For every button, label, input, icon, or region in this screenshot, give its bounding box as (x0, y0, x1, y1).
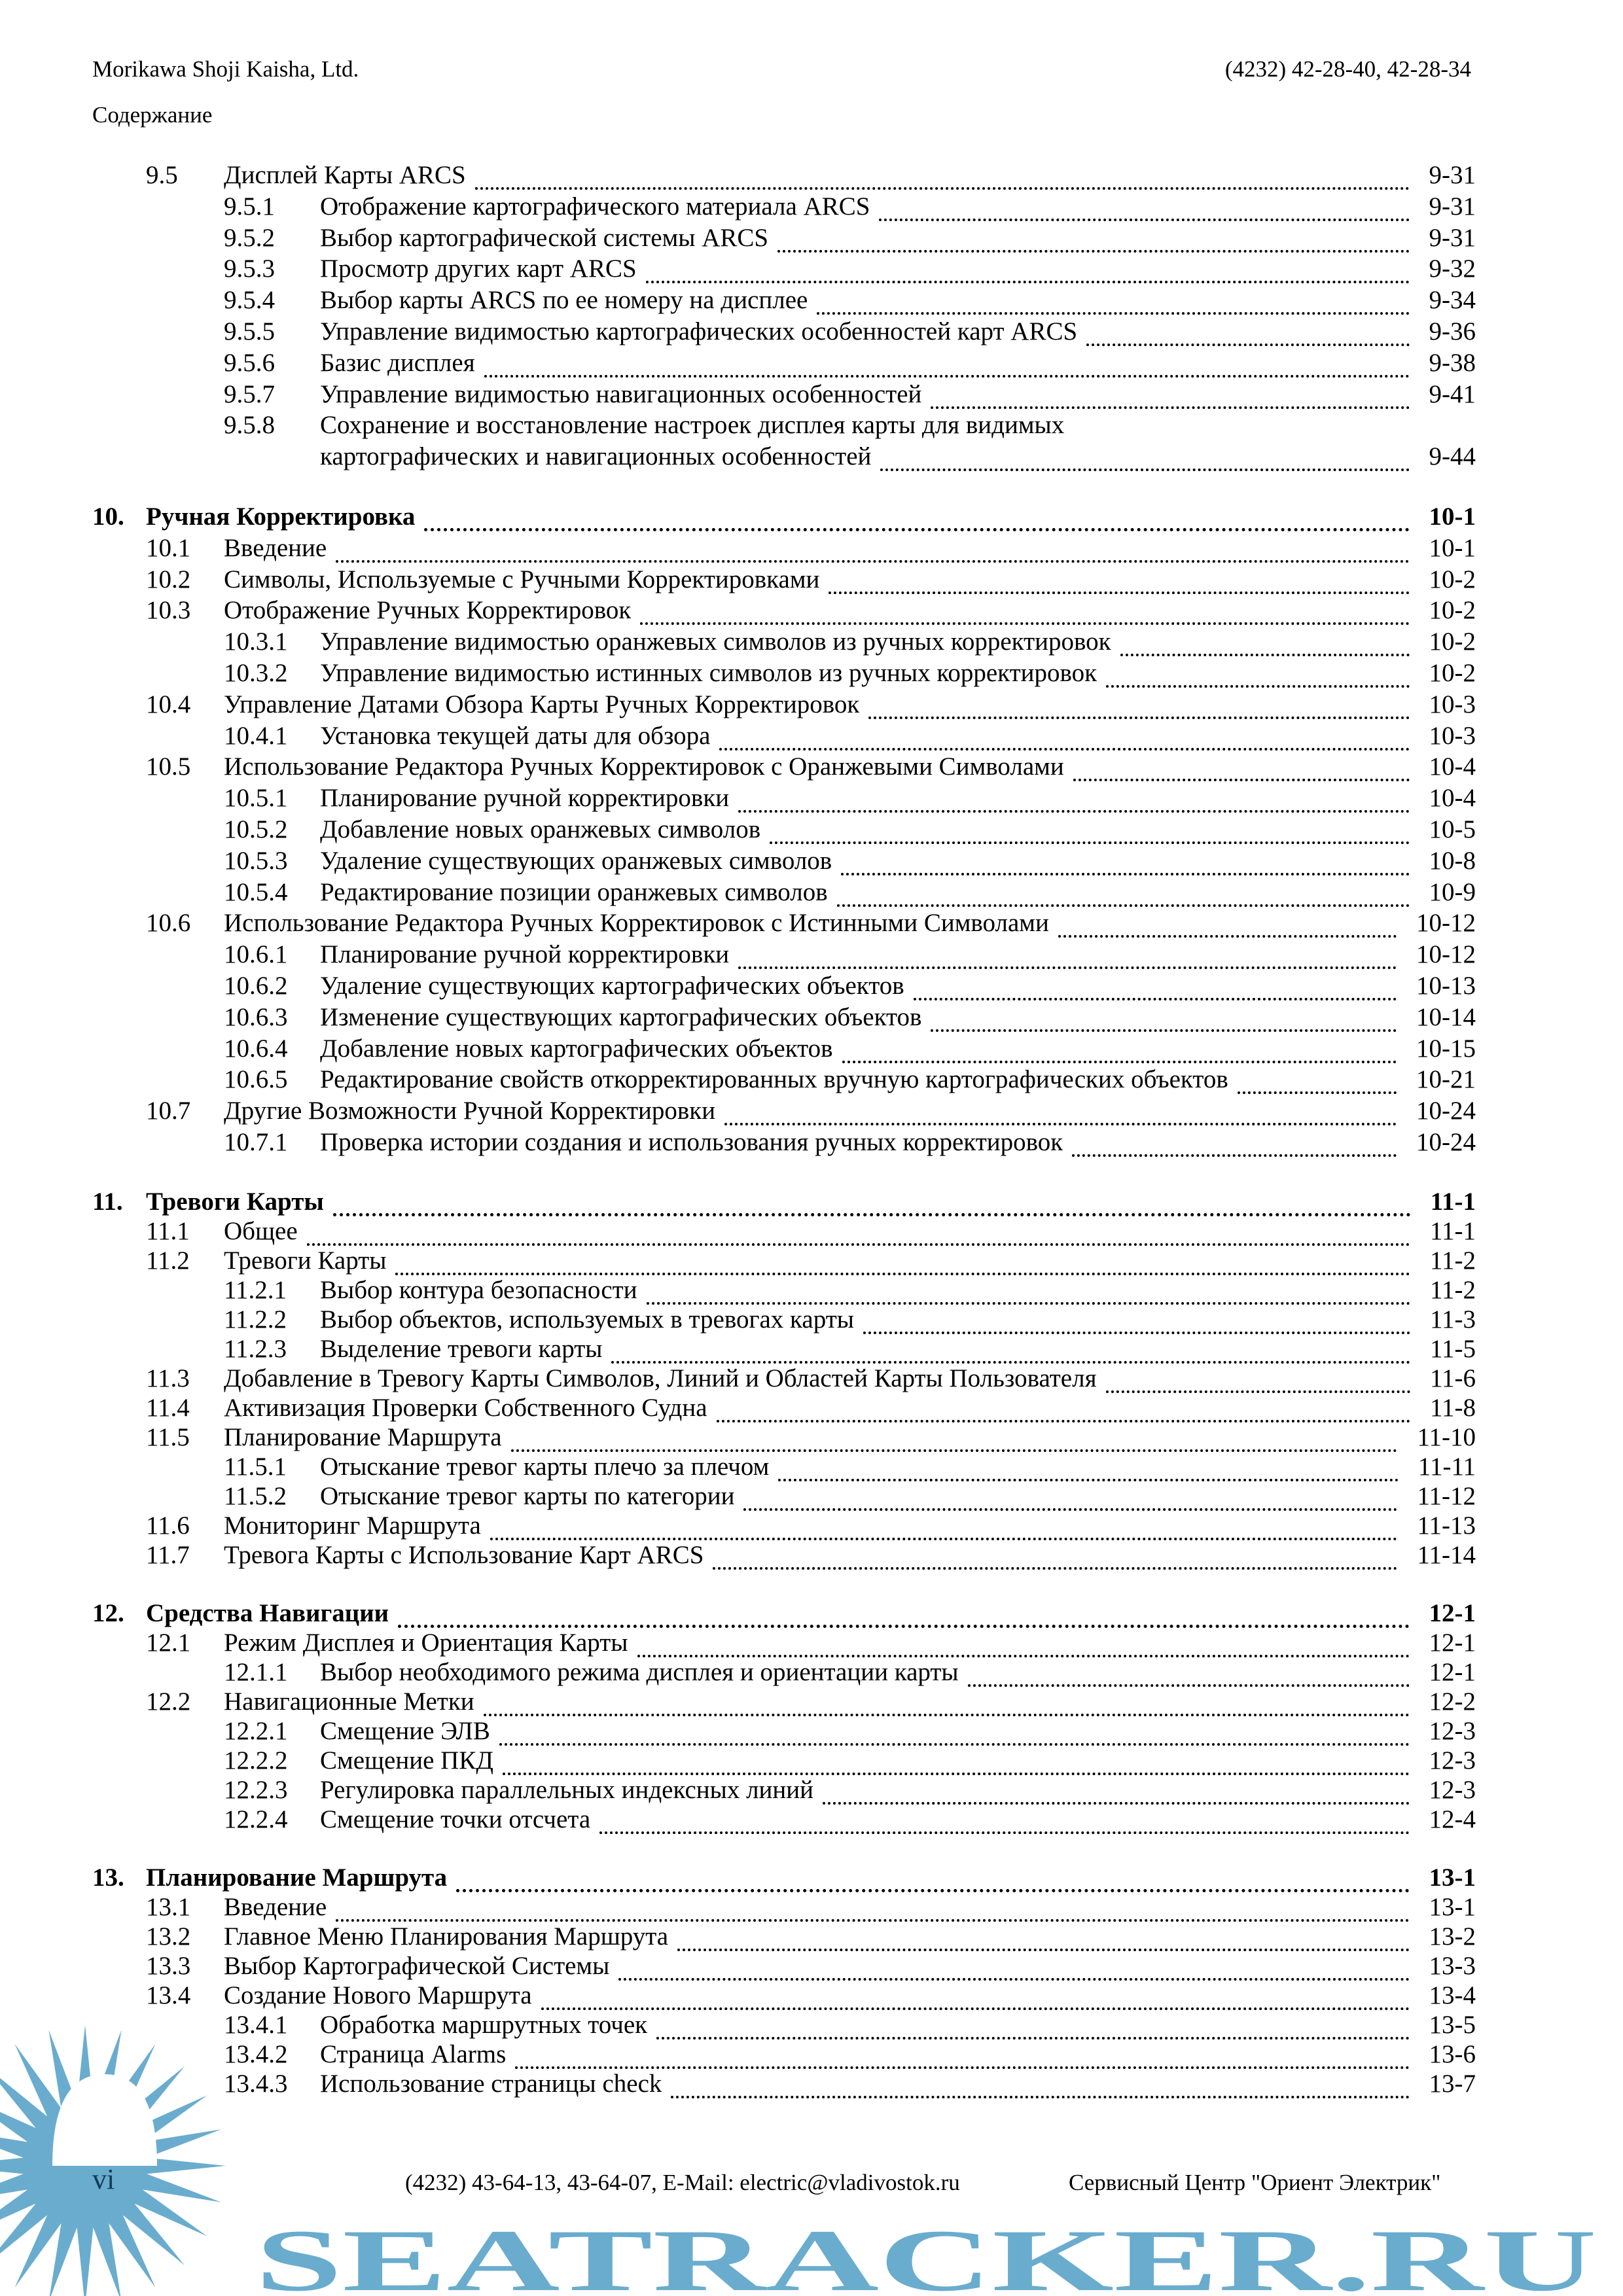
toc-page: 13-5 (1429, 2010, 1476, 2039)
toc-title: Обработка маршрутных точек (320, 2010, 648, 2039)
toc-page: 10-9 (1429, 877, 1476, 906)
toc-number: 10.2 (146, 565, 191, 593)
toc-title: Проверка истории создания и использования ручных корректировок (320, 1127, 1063, 1156)
toc-title: Планирование ручной корректировки (320, 784, 730, 813)
toc-number: 13.4 (146, 1981, 191, 2009)
toc-title: Выбор Картографической Системы (224, 1951, 610, 1980)
toc-title: Управление видимостью навигационных особенностей (320, 380, 922, 408)
toc-page: 12-3 (1429, 1775, 1476, 1804)
toc-number: 10.6.4 (224, 1034, 288, 1063)
toc-title: Страница Alarms (320, 2040, 507, 2068)
toc-title: Навигационные Метки (224, 1687, 474, 1716)
toc-title: Отображение Ручных Корректировок (224, 596, 632, 625)
toc-number: 11.5.1 (224, 1452, 287, 1481)
dot-leader (829, 592, 1409, 594)
dot-leader (1058, 935, 1397, 938)
toc-title: Удаление существующих картографических объектов (320, 971, 904, 1000)
toc-title: Редактирование свойств откорректированных вручную картографических объектов (320, 1065, 1228, 1094)
dot-leader (511, 1449, 1398, 1452)
toc-entry[interactable] (92, 1275, 1476, 1305)
toc-page: 11-2 (1429, 1246, 1476, 1275)
toc-title: Выбор контура безопасности (320, 1275, 637, 1304)
header-company: Morikawa Shoji Kaisha, Ltd. (92, 56, 359, 82)
toc-title: Базис дисплея (320, 348, 475, 377)
toc-number: 11.1 (146, 1216, 190, 1245)
dot-leader (336, 1919, 1409, 1922)
toc-page: 12-4 (1429, 1805, 1476, 1833)
toc-title: Сохранение и восстановление настроек дисплея карты для видимых (320, 411, 1065, 440)
toc-title: Выделение тревоги карты (320, 1334, 603, 1363)
dot-leader (1238, 1091, 1397, 1094)
toc-page: 9-41 (1429, 380, 1476, 408)
toc-chapter[interactable] (92, 1863, 1476, 1892)
toc-entry[interactable] (92, 1452, 1476, 1481)
toc-page: 11-12 (1417, 1481, 1476, 1510)
toc-page: 10-12 (1416, 940, 1476, 969)
toc-entry[interactable] (92, 1334, 1476, 1364)
toc-page: 10-14 (1416, 1002, 1476, 1031)
toc-page: 11-5 (1429, 1334, 1476, 1363)
toc-entry[interactable] (92, 1364, 1476, 1393)
toc-title: Введение (224, 533, 327, 562)
toc-entry[interactable] (92, 1775, 1476, 1805)
dot-leader (863, 1332, 1410, 1334)
dot-leader (333, 1213, 1411, 1216)
toc-number: 11.2.3 (224, 1334, 287, 1363)
toc-page: 10-1 (1429, 502, 1476, 531)
toc-entry[interactable] (92, 1746, 1476, 1775)
toc-number: 11.6 (146, 1511, 190, 1540)
toc-page: 9-31 (1429, 223, 1476, 252)
toc-title: Установка текущей даты для обзора (320, 721, 711, 750)
dot-leader (770, 841, 1409, 844)
toc-entry[interactable] (92, 720, 1476, 752)
dot-leader (1086, 344, 1409, 346)
toc-entry[interactable] (92, 689, 1476, 720)
dot-leader (931, 406, 1409, 409)
toc-page: 10-2 (1429, 627, 1476, 656)
dot-leader (738, 810, 1409, 813)
toc-title: Планирование Маршрута (146, 1863, 448, 1892)
toc-number: 12.2.3 (224, 1775, 288, 1804)
dot-leader (778, 1479, 1399, 1481)
toc-page: 13-1 (1429, 1892, 1476, 1921)
toc-number: 9.5.5 (224, 317, 275, 345)
toc-page: 11-6 (1429, 1364, 1476, 1392)
toc-title: Просмотр других карт ARCS (320, 255, 637, 283)
toc-number: 13.3 (146, 1951, 191, 1980)
toc-page: 10-24 (1416, 1097, 1476, 1125)
footer-service-center: Сервисный Центр "Ориент Электрик" (1069, 2170, 1441, 2195)
dot-leader (738, 966, 1397, 969)
toc-title: Удаление существующих оранжевых символов (320, 846, 832, 875)
dot-leader (1106, 1390, 1410, 1393)
toc-title: Отыскание тревог карты по категории (320, 1481, 735, 1510)
toc-page: 11-11 (1418, 1452, 1476, 1481)
toc-number: 10.5.2 (224, 815, 288, 843)
toc-entry[interactable] (92, 1422, 1476, 1452)
dot-leader (1072, 1154, 1397, 1157)
toc-title: Управление видимостью картографических особенностей карт ARCS (320, 317, 1078, 345)
toc-entry[interactable] (92, 1805, 1476, 1834)
toc-page: 10-4 (1429, 784, 1476, 813)
dot-leader (719, 748, 1409, 751)
toc-page: 12-3 (1429, 1716, 1476, 1745)
toc-title: Выбор объектов, используемых в тревогах карты (320, 1305, 854, 1333)
toc-entry[interactable] (92, 970, 1476, 1002)
toc-entry[interactable] (92, 626, 1476, 658)
toc-entry[interactable] (92, 845, 1476, 877)
dot-leader (640, 622, 1409, 625)
dot-leader (931, 1029, 1397, 1032)
toc-number: 12.2.2 (224, 1746, 288, 1775)
toc-number: 11.5 (146, 1422, 190, 1451)
toc-entry[interactable] (92, 379, 1476, 410)
toc-entry[interactable] (92, 1127, 1476, 1158)
toc-title: Выбор необходимого режима дисплея и ориентации карты (320, 1657, 959, 1686)
toc-title: Символы, Используемые с Ручными Корректировками (224, 565, 820, 593)
toc-page: 9-31 (1429, 192, 1476, 221)
toc-entry[interactable] (92, 533, 1476, 564)
dot-leader (677, 1949, 1409, 1951)
toc-page: 10-15 (1416, 1034, 1476, 1063)
toc-page: 9-36 (1429, 317, 1476, 345)
toc-title: Добавление в Тревогу Карты Символов, Линий и Областей Карты Пользователя (224, 1364, 1097, 1392)
dot-leader (484, 1714, 1410, 1716)
dot-leader (823, 1802, 1409, 1805)
toc-title: Планирование ручной корректировки (320, 940, 730, 969)
toc-title: Управление Датами Обзора Карты Ручных Корректировок (224, 690, 860, 718)
page-number: vi (92, 2163, 115, 2195)
dot-leader (914, 998, 1397, 1000)
toc-number: 12. (92, 1598, 124, 1627)
toc-entry[interactable] (92, 410, 1476, 441)
dot-leader (475, 187, 1410, 190)
toc-title: Выбор карты ARCS по ее номеру на дисплее (320, 286, 808, 315)
toc-entry[interactable] (92, 191, 1476, 222)
toc-title: Тревоги Карты (224, 1246, 387, 1275)
toc-number: 10.4.1 (224, 721, 288, 750)
dot-leader (868, 716, 1409, 719)
toc-page: 11-2 (1429, 1275, 1476, 1304)
toc-title: Дисплей Карты ARCS (224, 161, 466, 189)
toc-title: Смещение ЭЛВ (320, 1716, 490, 1745)
toc-number: 10. (92, 502, 124, 531)
toc-number: 10.1 (146, 533, 191, 562)
toc-page: 13-7 (1429, 2069, 1476, 2098)
toc-number: 10.3.1 (224, 627, 288, 656)
toc-page: 10-2 (1429, 565, 1476, 593)
toc-title: Тревоги Карты (146, 1187, 324, 1216)
dot-leader (713, 1567, 1397, 1570)
toc-title: Управление видимостью оранжевых символов из ручных корректировок (320, 627, 1111, 656)
toc-number: 12.1.1 (224, 1657, 288, 1686)
toc-number: 12.2.4 (224, 1805, 288, 1833)
toc-title: Изменение существующих картографических объектов (320, 1002, 922, 1031)
toc-number: 11.4 (146, 1393, 190, 1422)
toc-chapter[interactable] (92, 1598, 1476, 1628)
toc-page: 9-44 (1429, 442, 1476, 471)
dot-leader (611, 1361, 1410, 1364)
toc-number: 11.3 (146, 1364, 190, 1392)
toc-title: Выбор картографической системы ARCS (320, 223, 769, 252)
toc-number: 13.4.2 (224, 2040, 288, 2068)
toc-title: Смещение точки отсчета (320, 1805, 591, 1833)
toc-number: 13.4.1 (224, 2010, 288, 2039)
toc-title: Отыскание тревог карты плечо за плечом (320, 1452, 770, 1481)
section-title: Содержание (92, 102, 213, 128)
toc-number: 10.6.3 (224, 1002, 288, 1031)
toc-number: 10.5.3 (224, 846, 288, 875)
toc-page: 13-4 (1429, 1981, 1476, 2009)
toc-entry[interactable] (92, 1922, 1476, 1951)
toc-entry[interactable] (92, 1095, 1476, 1127)
toc-page: 13-6 (1429, 2040, 1476, 2068)
dot-leader (842, 1061, 1397, 1063)
footer-contact: (4232) 43-64-13, 43-64-07, E-Mail: electric@vladivostok.ru (405, 2170, 960, 2195)
toc-entry[interactable] (92, 877, 1476, 908)
toc-number: 10.4 (146, 690, 191, 718)
toc-number: 12.1 (146, 1628, 191, 1657)
dot-leader (398, 1625, 1409, 1628)
toc-page: 11-8 (1429, 1393, 1476, 1422)
toc-number: 11.2 (146, 1246, 190, 1275)
dot-leader (336, 560, 1409, 563)
toc-entry[interactable] (92, 658, 1476, 689)
toc-page: 10-5 (1429, 815, 1476, 843)
dot-leader (618, 1978, 1409, 1981)
toc-entry[interactable] (92, 783, 1476, 814)
toc-number: 12.2 (146, 1687, 191, 1716)
toc-page: 13-1 (1429, 1863, 1476, 1892)
toc-page: 10-3 (1429, 721, 1476, 750)
toc-title: Использование Редактора Ручных Корректировок с Истинными Символами (224, 909, 1049, 938)
toc-entry[interactable] (92, 1892, 1476, 1922)
dot-leader (484, 375, 1410, 378)
toc-number: 10.6 (146, 909, 191, 938)
watermark-text: SEATRACKER.RU (255, 2212, 1597, 2296)
toc-entry[interactable] (92, 1657, 1476, 1687)
toc-entry[interactable] (92, 1540, 1476, 1570)
toc-entry[interactable] (92, 939, 1476, 970)
toc-title: Создание Нового Маршрута (224, 1981, 532, 2009)
toc-page: 11-14 (1417, 1540, 1476, 1569)
toc-page: 10-2 (1429, 658, 1476, 687)
toc-chapter[interactable] (92, 501, 1476, 533)
dot-leader (743, 1508, 1397, 1511)
toc-page: 10-21 (1416, 1065, 1476, 1094)
toc-page: 11-10 (1417, 1422, 1476, 1451)
toc-title: Главное Меню Планирования Маршрута (224, 1922, 669, 1951)
toc-page: 9-34 (1429, 286, 1476, 315)
toc-number: 10.3 (146, 596, 191, 625)
toc-entry[interactable] (92, 347, 1476, 379)
dot-leader (637, 1655, 1410, 1657)
toc-page: 13-2 (1429, 1922, 1476, 1951)
toc-number: 11.2.2 (224, 1305, 287, 1333)
dot-leader (837, 904, 1410, 907)
table-of-contents (92, 160, 1476, 2098)
toc-title: Другие Возможности Ручной Корректировки (224, 1097, 716, 1125)
toc-number: 13.4.3 (224, 2069, 288, 2098)
toc-entry[interactable] (92, 1628, 1476, 1657)
dot-leader (777, 250, 1409, 253)
toc-entry[interactable] (92, 1716, 1476, 1746)
toc-number: 13.1 (146, 1892, 191, 1921)
toc-page: 11-1 (1430, 1187, 1476, 1216)
toc-number: 9.5.1 (224, 192, 275, 221)
toc-entry[interactable] (92, 1064, 1476, 1095)
toc-number: 10.7.1 (224, 1127, 288, 1156)
toc-number: 10.6.1 (224, 940, 288, 969)
toc-page: 11-13 (1417, 1511, 1476, 1540)
toc-entry[interactable] (92, 1511, 1476, 1540)
toc-number: 10.6.5 (224, 1065, 288, 1094)
toc-number: 10.7 (146, 1097, 191, 1125)
toc-title: Ручная Корректировка (146, 502, 416, 531)
toc-title: Добавление новых оранжевых символов (320, 815, 761, 843)
dot-leader (1073, 779, 1410, 781)
dot-leader (880, 468, 1409, 471)
toc-entry[interactable] (92, 595, 1476, 626)
toc-page: 12-1 (1429, 1657, 1476, 1686)
dot-leader (599, 1831, 1409, 1834)
toc-entry[interactable] (92, 160, 1476, 191)
dot-leader (490, 1538, 1398, 1540)
dot-leader (717, 1420, 1410, 1422)
toc-title: Режим Дисплея и Ориентация Карты (224, 1628, 628, 1657)
toc-page: 10-1 (1429, 533, 1476, 562)
dot-leader (395, 1273, 1410, 1275)
toc-entry-continuation[interactable] (92, 441, 1476, 472)
toc-page: 9-31 (1429, 161, 1476, 189)
toc-page: 10-8 (1429, 846, 1476, 875)
toc-number: 10.5.4 (224, 877, 288, 906)
dot-leader (456, 1889, 1409, 1892)
toc-entry[interactable] (92, 751, 1476, 783)
toc-number: 10.3.2 (224, 658, 288, 687)
toc-title: Планирование Маршрута (224, 1422, 502, 1451)
toc-number: 10.6.2 (224, 971, 288, 1000)
toc-entry[interactable] (92, 316, 1476, 347)
toc-title: Добавление новых картографических объектов (320, 1034, 833, 1063)
toc-number: 9.5.2 (224, 223, 275, 252)
toc-page: 12-1 (1429, 1598, 1476, 1627)
dot-leader (879, 219, 1409, 221)
toc-title: Регулировка параллельных индексных линий (320, 1775, 814, 1804)
toc-page: 11-1 (1429, 1216, 1476, 1245)
toc-page: 11-3 (1429, 1305, 1476, 1333)
toc-page: 10-4 (1429, 752, 1476, 781)
toc-number: 9.5 (146, 161, 178, 189)
dot-leader (503, 1773, 1410, 1775)
toc-title: Редактирование позиции оранжевых символов (320, 877, 828, 906)
toc-title: Введение (224, 1892, 327, 1921)
toc-title: Мониторинг Маршрута (224, 1511, 481, 1540)
toc-title: Общее (224, 1216, 298, 1245)
toc-page: 10-12 (1416, 909, 1476, 938)
dot-leader (646, 281, 1410, 283)
sun-logo-icon (0, 2025, 226, 2296)
toc-page: 12-2 (1429, 1687, 1476, 1716)
toc-number: 11.2.1 (224, 1275, 287, 1304)
toc-entry[interactable] (92, 814, 1476, 845)
toc-entry[interactable] (92, 253, 1476, 285)
toc-entry[interactable] (92, 1033, 1476, 1065)
toc-entry[interactable] (92, 1002, 1476, 1033)
toc-number: 11. (92, 1187, 123, 1216)
toc-entry[interactable] (92, 1687, 1476, 1716)
toc-page: 9-38 (1429, 348, 1476, 377)
toc-number: 9.5.7 (224, 380, 275, 408)
toc-entry[interactable] (92, 1305, 1476, 1334)
toc-page: 10-3 (1429, 690, 1476, 718)
toc-entry[interactable] (92, 1246, 1476, 1275)
toc-title: Активизация Проверки Собственного Судна (224, 1393, 707, 1422)
dot-leader (1120, 654, 1410, 656)
toc-entry[interactable] (92, 1216, 1476, 1246)
toc-number: 13. (92, 1863, 124, 1892)
dot-leader (424, 528, 1409, 531)
toc-number: 9.5.6 (224, 348, 275, 377)
toc-entry[interactable] (92, 222, 1476, 254)
dot-leader (817, 312, 1409, 315)
toc-page: 12-1 (1429, 1628, 1476, 1657)
toc-page: 12-3 (1429, 1746, 1476, 1775)
toc-number: 9.5.4 (224, 286, 275, 315)
toc-number: 10.5.1 (224, 784, 288, 813)
toc-chapter[interactable] (92, 1187, 1476, 1216)
toc-number: 9.5.8 (224, 411, 275, 440)
toc-entry[interactable] (92, 285, 1476, 316)
toc-entry[interactable] (92, 1393, 1476, 1422)
dot-leader (1106, 685, 1409, 688)
dot-leader (647, 1302, 1410, 1305)
toc-title: Средства Навигации (146, 1598, 389, 1627)
toc-page: 10-24 (1416, 1127, 1476, 1156)
toc-entry[interactable] (92, 1481, 1476, 1511)
toc-title: картографических и навигационных особенностей (320, 442, 872, 471)
toc-page: 10-13 (1416, 971, 1476, 1000)
toc-entry[interactable] (92, 564, 1476, 595)
toc-title: Смещение ПКД (320, 1746, 493, 1775)
toc-number: 9.5.3 (224, 255, 275, 283)
toc-page: 10-2 (1429, 596, 1476, 625)
dot-leader (307, 1243, 1410, 1246)
toc-page: 13-3 (1429, 1951, 1476, 1980)
header-phone: (4232) 42-28-40, 42-28-34 (1224, 56, 1471, 82)
toc-title: Отображение картографического материала ARCS (320, 192, 870, 221)
toc-number: 13.2 (146, 1922, 191, 1951)
toc-number: 11.7 (146, 1540, 190, 1569)
dot-leader (841, 873, 1409, 875)
toc-number: 12.2.1 (224, 1716, 288, 1745)
toc-title: Использование страницы check (320, 2069, 662, 2098)
dot-leader (724, 1123, 1397, 1125)
toc-number: 11.5.2 (224, 1481, 287, 1510)
dot-leader (499, 1743, 1410, 1746)
toc-page: 9-32 (1429, 255, 1476, 283)
toc-title: Тревога Карты с Использование Карт ARCS (224, 1540, 704, 1569)
dot-leader (968, 1684, 1410, 1687)
toc-number: 10.5 (146, 752, 191, 781)
toc-title: Использование Редактора Ручных Корректировок с Оранжевыми Символами (224, 752, 1064, 781)
toc-title: Управление видимостью истинных символов из ручных корректировок (320, 658, 1097, 687)
toc-entry[interactable] (92, 1951, 1476, 1981)
watermark (0, 2002, 1623, 2296)
toc-entry[interactable] (92, 908, 1476, 939)
